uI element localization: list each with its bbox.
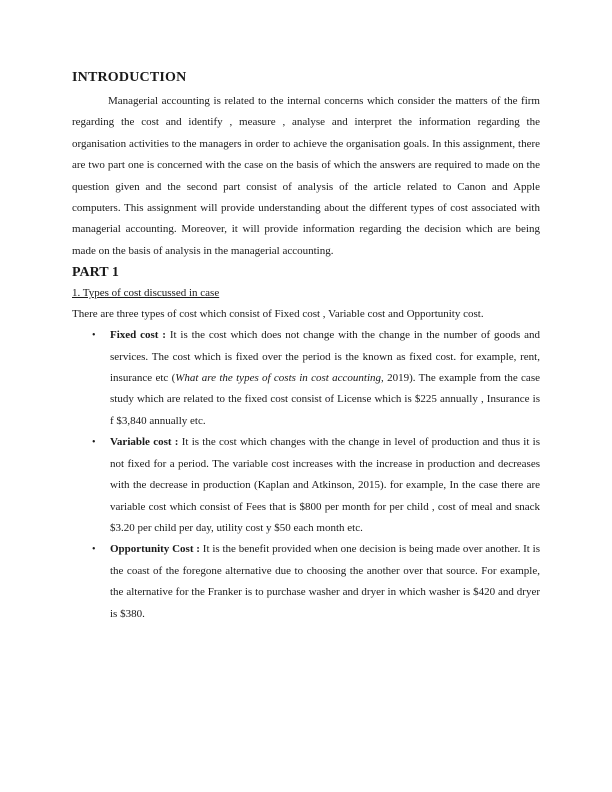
- document-page: [72, 70, 540, 625]
- list-item-variable-cost: [72, 432, 540, 539]
- fixed-cost-text: It is the cost which does not change with the change in the number of goods and services. The cost which is fixed over the period is the known as fixed cost. for example, rent, insurance etc (: [110, 329, 541, 385]
- part1-subheading: [72, 283, 540, 304]
- opportunity-cost-text: It is the benefit provided when one decision is being made over another. It is the coast of the foregone alternative due to choosing the another over that source. For example, the alternative for the Franker is to purchase washer and dryer in which washer is $420 and dryer is $380.: [110, 543, 541, 620]
- variable-cost-text: It is the cost which changes with the change in level of production and thus it is not fixed for a period. The variable cost increases with the increase in production and decreases with the decrease in production (Kaplan and Atkinson, 2015). for example, In the case there are variable cost which consist of Fees that is $800 per month for per child , cost of meal and snack $3.20 per child per day, utility cost y $50 each month etc.: [110, 436, 541, 534]
- intro-heading: INTRODUCTION: [72, 70, 187, 85]
- term-variable-cost: Variable cost :: [110, 436, 179, 449]
- part1-lead: There are three types of cost which consist of Fixed cost , Variable cost and Opportunity cost.: [72, 308, 484, 321]
- cost-types-list: [72, 325, 540, 625]
- list-item-fixed-cost: [72, 325, 540, 432]
- bullet-icon: •: [92, 544, 96, 556]
- term-fixed-cost: Fixed cost :: [110, 329, 166, 342]
- part1-heading: PART 1: [72, 265, 119, 281]
- bullet-icon: •: [92, 437, 96, 449]
- part1-subheading-text: 1. Types of cost discussed in case: [72, 287, 220, 300]
- intro-paragraph: Managerial accounting is related to the internal concerns which consider the matters of the firm regarding the cost and identify , measure , analyse and interpret the information regarding the organisation activities to the managers in order to achieve the organisation goals. In this assignment, there are two part one is concerned with the case on the basis of which the answers are required to made on the question given and the second part consist of analysis of the article related to Canon and Apple computers. This assignment will provide understanding about the different types of cost associated with managerial accounting. Moreover, it will provide information regarding the decision which are being made on the basis of analysis in the managerial accounting.: [72, 95, 540, 257]
- bullet-icon: •: [92, 330, 96, 342]
- list-item-opportunity-cost: [72, 539, 540, 625]
- fixed-cost-text-end: 2019). The example from the case study which are related to the fixed cost consist of License which is $225 annually , Insurance is f $3,840 annually etc.: [110, 372, 540, 427]
- fixed-cost-citation: What are the types of costs in cost accounting,: [175, 372, 384, 385]
- term-opportunity-cost: Opportunity Cost :: [110, 543, 200, 556]
